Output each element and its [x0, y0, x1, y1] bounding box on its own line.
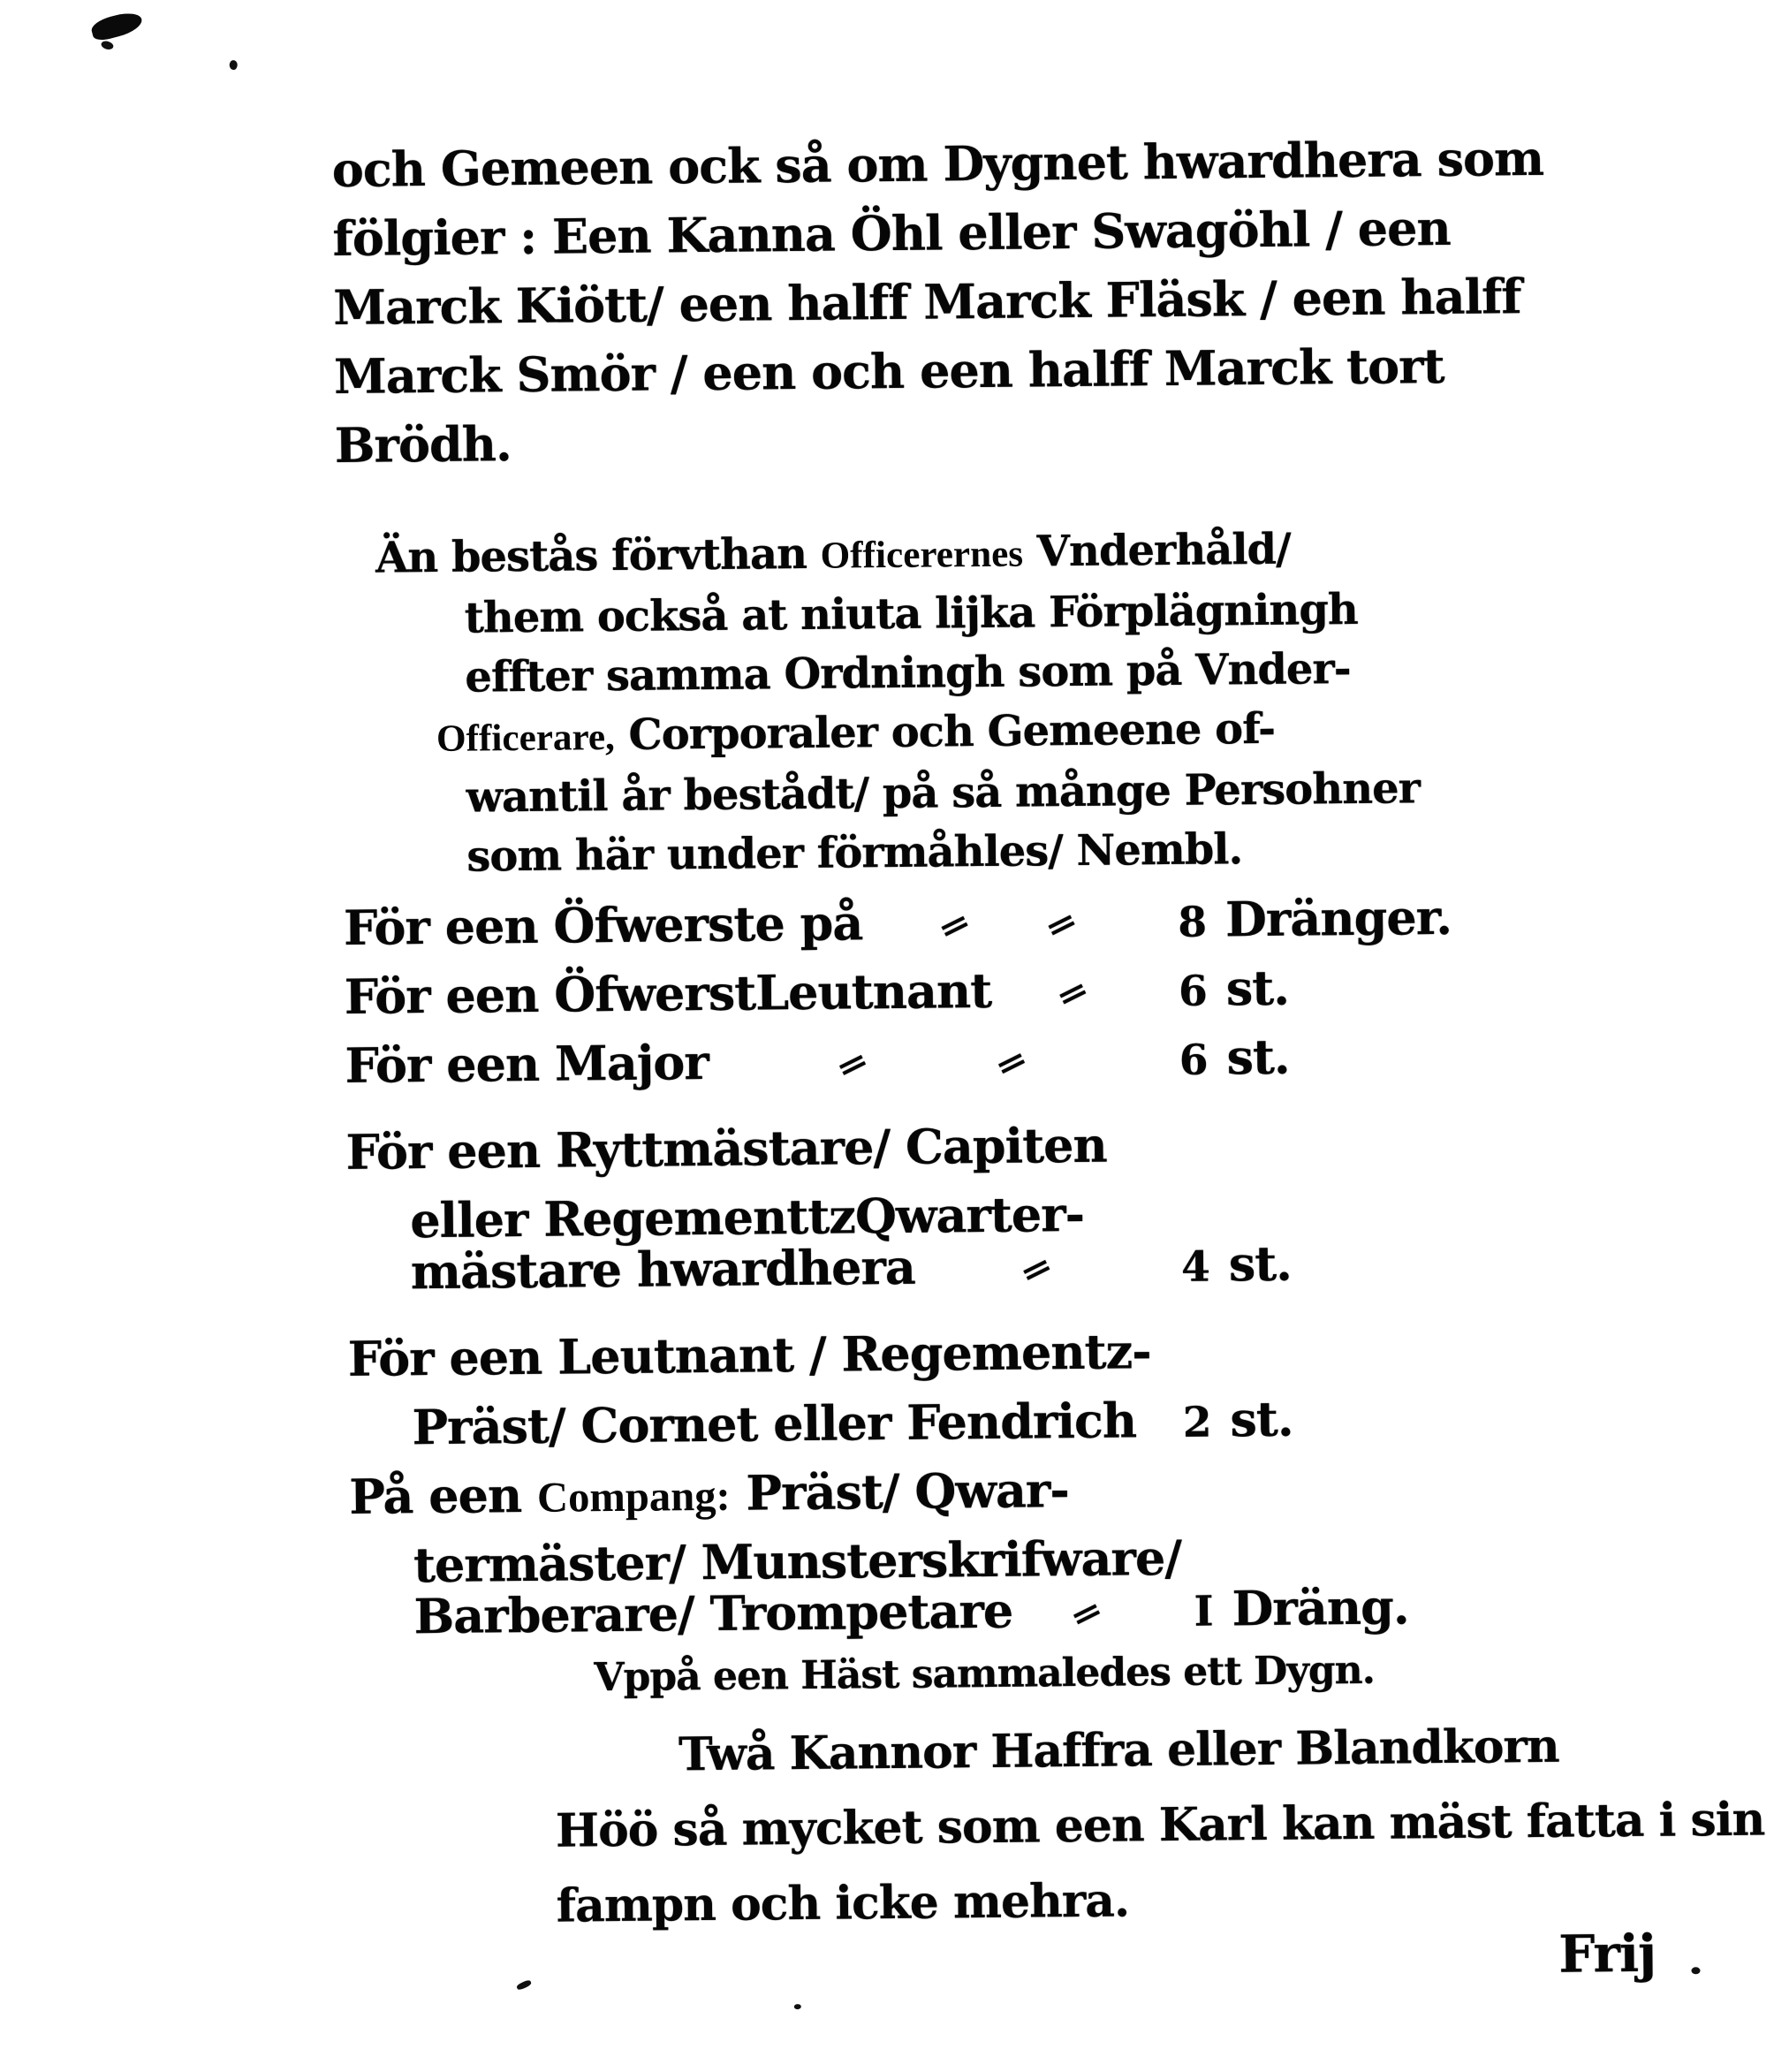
fraktur-text: För een ÖfwerstLeutnant [344, 961, 992, 1025]
allowance-list [344, 883, 1473, 1651]
fraktur-text: wantil år bestådt/ på så månge Persohner [466, 763, 1421, 823]
quantity: 2 [1182, 1398, 1211, 1447]
fraktur-text: Barberare/ Trompetare [413, 1582, 1013, 1645]
fraktur-text: fampn och icke mehra. [556, 1873, 1130, 1933]
unit: st. [1230, 1390, 1293, 1448]
roman-type-text: Compang: [536, 1471, 731, 1522]
list-row [344, 883, 1467, 962]
list-row [346, 1227, 1469, 1307]
fraktur-text: Än bestås förvthan [375, 528, 821, 583]
fraktur-text: Höö så mycket som een Karl kan mäst fatta i sin [555, 1792, 1765, 1858]
leader-dash: = [1039, 901, 1084, 949]
list-row [350, 1572, 1473, 1651]
leader-dash: = [829, 1041, 875, 1089]
unit: Dränger. [1224, 888, 1452, 948]
leader-dash: = [988, 1040, 1034, 1087]
ink-speck [230, 60, 238, 70]
catchword: Frij [1558, 1923, 1656, 1985]
fraktur-text: För een Ryttmästare/ Capiten [345, 1116, 1108, 1180]
fraktur-text: Brödh. [334, 415, 512, 474]
dash-leader-zone [1135, 1368, 1157, 1437]
dash-leader-zone [1068, 1434, 1471, 1507]
list-row-label [349, 1455, 1069, 1534]
list-row [347, 1296, 1470, 1387]
text-line [334, 399, 1546, 480]
roman-type-text: Officerare, [436, 716, 616, 760]
leader-dash: = [1013, 1246, 1058, 1294]
leader-dash: = [1064, 1590, 1109, 1637]
text-line [331, 124, 1543, 204]
leader-dash: = [1050, 970, 1095, 1017]
paragraph-daily-ration [331, 124, 1546, 480]
text-line [556, 1782, 1765, 1869]
fraktur-text: Präst/ Qwar- [730, 1461, 1070, 1522]
dash-leader-zone [1083, 1158, 1468, 1231]
fraktur-text: termäster/ Munsterskrifware/ [413, 1529, 1182, 1594]
unit: st. [1226, 1028, 1290, 1086]
text-line [337, 759, 1420, 829]
fraktur-text: För een Major [345, 1033, 709, 1094]
fraktur-text: Präst/ Cornet eller Fendrich [412, 1392, 1137, 1456]
list-row-label [344, 888, 863, 962]
fraktur-text: eller RegementtzQwarter- [409, 1185, 1085, 1249]
paragraph-officers-maintenance [336, 519, 1421, 888]
fraktur-text: fölgier : Een Kanna Öhl eller Swagöhl / een [332, 199, 1451, 268]
dash-leader-zone [1150, 1296, 1470, 1368]
list-row [344, 952, 1467, 1031]
dash-leader-zone [915, 1234, 1157, 1306]
quantity: 8 [1178, 898, 1207, 947]
dash-leader-zone [862, 890, 1153, 961]
text-line [338, 818, 1421, 888]
list-row-label [344, 956, 991, 1031]
list-row-label [345, 1111, 1107, 1187]
fraktur-text: För een Öfwerste på [343, 894, 863, 956]
unit: st. [1225, 959, 1290, 1017]
text-line [334, 330, 1546, 411]
ink-speck [794, 2004, 801, 2009]
leader-dash: = [931, 902, 976, 950]
fraktur-text: mästare hwardhera [410, 1238, 916, 1301]
text-line [337, 639, 1419, 709]
list-row-label [347, 1317, 1151, 1393]
text-line [336, 580, 1418, 649]
dash-leader-zone [1012, 1579, 1160, 1650]
fraktur-text: effter samma Ordningh som på Vnder- [465, 643, 1351, 702]
fraktur-text: them också at niuta lijka Förplägningh [464, 584, 1359, 643]
dash-leader-zone [1106, 1089, 1468, 1162]
quantity: 4 [1180, 1242, 1210, 1292]
unit: Dräng. [1232, 1578, 1409, 1637]
roman-type-text: Officerernes [820, 533, 1024, 577]
fraktur-text: och Gemeen ock så om Dygnet hwardhera som [331, 129, 1544, 199]
ink-speck [1691, 1967, 1700, 1974]
dash-leader-zone [1180, 1503, 1472, 1575]
list-row-label [346, 1233, 915, 1307]
quantity: I [1194, 1587, 1213, 1636]
list-row-label [345, 1028, 709, 1100]
fraktur-text: Marck Kiött/ een halff Marck Fläsk / een halff [333, 268, 1521, 337]
unit: st. [1228, 1234, 1293, 1293]
text-line [333, 262, 1545, 342]
ink-smudge [89, 9, 144, 42]
list-row-label [348, 1385, 1136, 1462]
fraktur-text: Marck Smör / een och een halff Marck tort [333, 337, 1444, 406]
fraktur-text: som här under förmåhles/ Nembl. [466, 824, 1243, 882]
text-line [337, 698, 1420, 770]
text-line [555, 1707, 1764, 1794]
text-line [336, 519, 1418, 590]
paragraph-horse-fodder [555, 1707, 1766, 1944]
fraktur-text: På een [348, 1466, 538, 1525]
list-row [345, 1021, 1467, 1100]
fraktur-text: Twå Kannor Haffra eller Blandkorn [678, 1719, 1559, 1782]
ink-speck [516, 1979, 532, 1991]
quantity: 6 [1179, 1036, 1208, 1085]
text-line [332, 193, 1544, 273]
dash-leader-zone [708, 1028, 1155, 1101]
line-horse-ration: Vppå een Häst sammaledes ett Dygn. [594, 1647, 1376, 1701]
fraktur-text: Vnderhåld/ [1022, 524, 1291, 577]
fraktur-text: Corporaler och Gemeene of- [614, 703, 1276, 760]
dash-leader-zone [991, 959, 1154, 1029]
list-row [345, 1089, 1468, 1180]
fraktur-text: För een Leutnant / Regementz- [347, 1323, 1151, 1387]
quantity: 6 [1178, 967, 1208, 1016]
list-row-label [350, 1576, 1012, 1651]
